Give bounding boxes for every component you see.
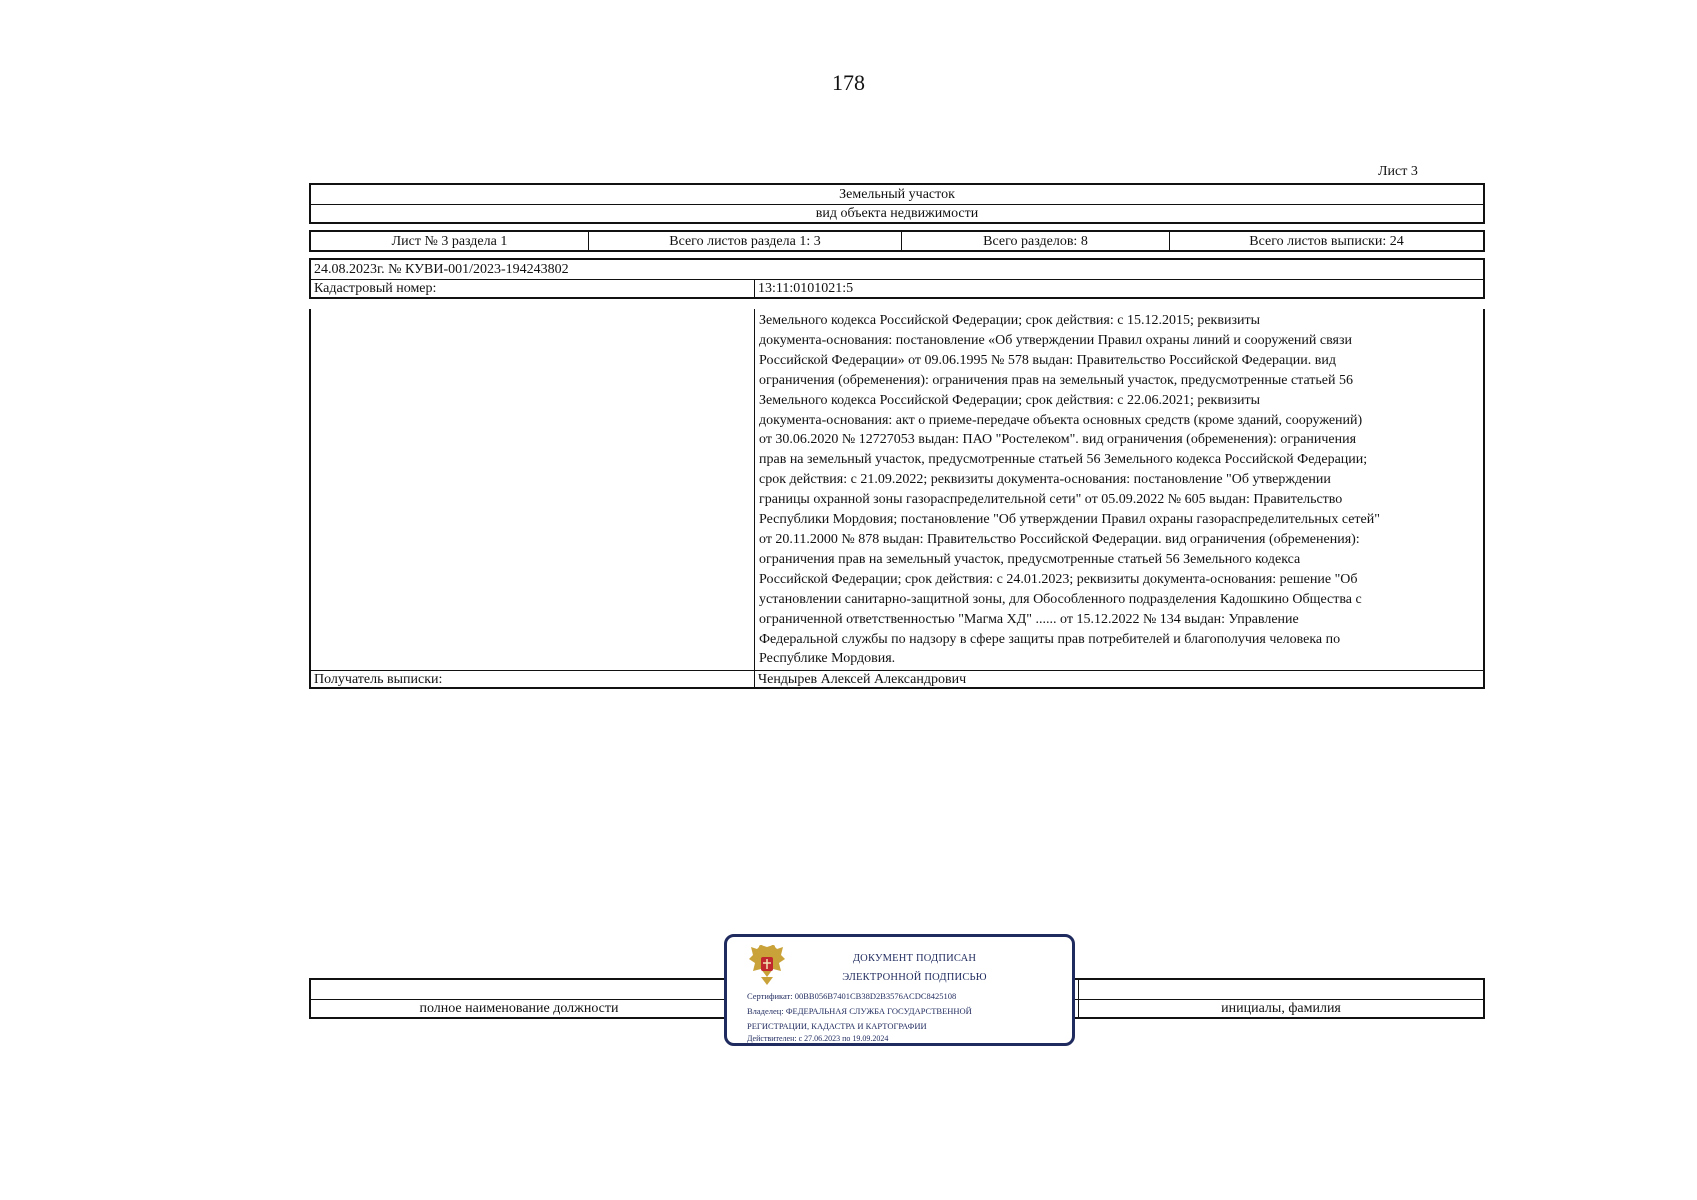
- extract-date-number: 24.08.2023г. № КУВИ-001/2023-194243802: [314, 262, 569, 277]
- restriction-text-line: документа-основания: постановление «Об утверждении Правил охраны линий и сооружений связи: [759, 332, 1352, 348]
- stamp-certificate: Сертификат: 00BB056B7401CB38D2B3576ACDC8425108: [747, 991, 957, 1001]
- restriction-text-line: ограничения прав на земельный участок, предусмотренные статьей 56 Земельного кодекса: [759, 551, 1301, 567]
- restriction-text-line: срок действия: с 21.09.2022; реквизиты документа-основания: постановление "Об утверждении: [759, 472, 1331, 488]
- restriction-text-line: ограничения (обременения): ограничения прав на земельный участок, предусмотренные статьей 56: [759, 372, 1354, 388]
- restriction-text-line: Земельного кодекса Российской Федерации; срок действия: с 15.12.2015; реквизиты: [759, 313, 1261, 328]
- recipient-label: Получатель выписки:: [314, 672, 443, 687]
- restrictions-text: [754, 309, 1483, 670]
- signature-name-blank: [1078, 980, 1483, 999]
- object-type-subtitle: вид объекта недвижимости: [311, 204, 1483, 223]
- signature-position-caption: полное наименование должности: [419, 1001, 619, 1016]
- stamp-owner: Владелец: ФЕДЕРАЛЬНАЯ СЛУЖБА ГОСУДАРСТВЕННОЙ: [747, 1006, 972, 1016]
- section-sheets-total: Всего листов раздела 1: 3: [588, 232, 901, 250]
- cadastral-value: 13:11:0101021:5: [754, 280, 1483, 298]
- restriction-text-line: Российской Федерации» от 09.06.1995 № 578 выдан: Правительство Российской Федерации. вид: [759, 352, 1336, 368]
- cadastral-label: Кадастровый номер:: [314, 281, 437, 296]
- stamp-line-1: ДОКУМЕНТ ПОДПИСАН: [852, 953, 977, 964]
- stamp-owner-2: РЕГИСТРАЦИИ, КАДАСТРА И КАРТОГРАФИИ: [747, 1021, 927, 1031]
- restriction-text-line: ограниченной ответственностью "Магма ХД" ...... от 15.12.2022 № 134 выдан: Управление: [759, 611, 1299, 627]
- object-type-header: [309, 183, 1485, 224]
- page-number: 178: [832, 70, 865, 95]
- sheet-info-row: [309, 230, 1485, 252]
- sheet-label: Лист 3: [1378, 164, 1418, 179]
- restriction-text-line: документа-основания: акт о приеме-передаче объекта основных средств (кроме зданий, сооружений): [759, 412, 1363, 428]
- restriction-text-line: прав на земельный участок, предусмотренные статьей 56 Земельного кодекса Российской Федерации;: [759, 452, 1368, 468]
- electronic-signature-stamp: [724, 934, 1075, 1046]
- restriction-text-line: Земельного кодекса Российской Федерации; срок действия: с 22.06.2021; реквизиты: [759, 392, 1261, 408]
- signature-name-caption: инициалы, фамилия: [1078, 1000, 1483, 1018]
- restriction-text-line: Республики Мордовия; постановление "Об утверждении Правил охраны газораспределительных сетей": [759, 512, 1380, 528]
- extract-info-box: [309, 258, 1485, 299]
- stamp-line-2: ЭЛЕКТРОННОЙ ПОДПИСЬЮ: [842, 972, 987, 983]
- restriction-text-line: Республике Мордовия.: [759, 651, 896, 667]
- recipient-value: Чендырев Алексей Александрович: [754, 671, 1483, 687]
- object-type-title: Земельный участок: [839, 187, 955, 202]
- restriction-text-line: установлении санитарно-защитной зоны, для Обособленного подразделения Кадошкино Общества с: [759, 591, 1362, 607]
- sheet-number: Лист № 3 раздела 1: [391, 234, 508, 249]
- restrictions-table: [309, 309, 1485, 689]
- restriction-text-line: Российской Федерации; срок действия: с 24.01.2023; реквизиты документа-основания: решение "Об: [759, 571, 1358, 587]
- sections-total: Всего разделов: 8: [901, 232, 1169, 250]
- restriction-text-line: Федеральной службы по надзору в сфере защиты прав потребителей и благополучия человека по: [759, 631, 1341, 647]
- restriction-text-line: от 30.06.2020 № 12727053 выдан: ПАО "Ростелеком". вид ограничения (обременения): ограничения: [759, 432, 1357, 448]
- restrictions-left-cell: [311, 309, 754, 670]
- stamp-validity: Действителен: с 27.06.2023 по 19.09.2024: [747, 1034, 889, 1043]
- restriction-text-line: от 20.11.2000 № 878 выдан: Правительство Российской Федерации. вид ограничения (обременения):: [759, 531, 1360, 547]
- restriction-text-line: границы охранной зоны газораспределительной сети" от 05.09.2022 № 605 выдан: Правительство: [759, 492, 1343, 508]
- signature-position-blank: [311, 980, 727, 999]
- extract-sheets-total: Всего листов выписки: 24: [1169, 232, 1483, 250]
